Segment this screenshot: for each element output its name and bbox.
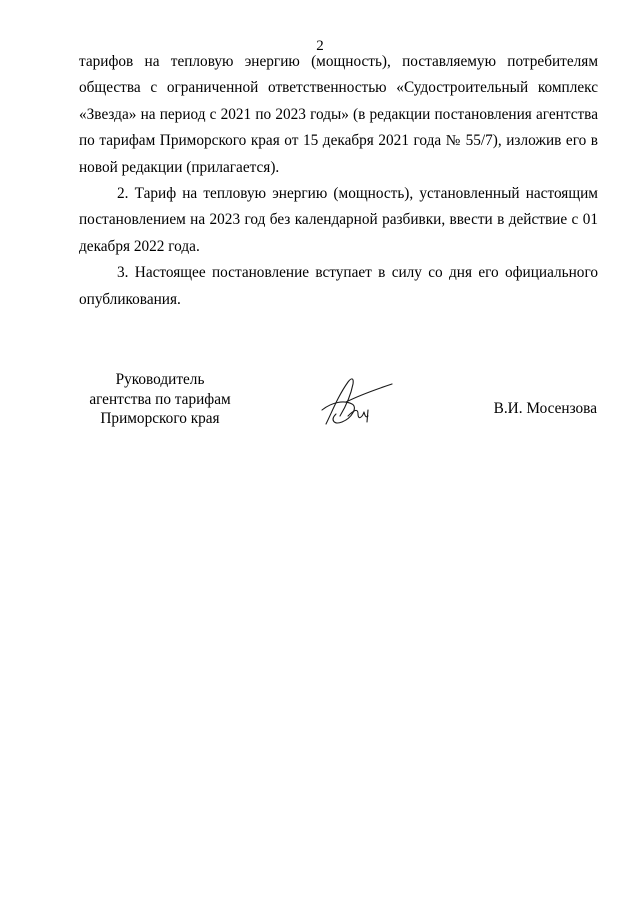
- signer-name: В.И. Мосензова: [493, 400, 597, 417]
- signer-title-line-3: Приморского края: [100, 410, 220, 427]
- signer-title: [79, 370, 241, 429]
- signer-title-line-2: агентства по тарифам: [89, 390, 231, 408]
- paragraph-item-3: 3. Настоящее постановление вступает в силу со дня его официального опубликования.: [79, 264, 598, 308]
- paragraph-item-2: 2. Тариф на тепловую энергию (мощность), установленный настоящим постановлением на 2023 год без календарной разбивки, ввести в действие с 01 декабря 2022 года.: [79, 185, 598, 255]
- paragraph-continuation: тарифов на тепловую энергию (мощность), поставляемую потребителям общества с ограниченной ответственностью «Судостроительный комплекс «Звезда» на период с 2021 по 2023 годы» (в редакции постановления агентства по тарифам Приморского края от 15 декабря 2021 года № 55/7), изложив его в новой редакции (прилагается).: [79, 53, 598, 176]
- handwritten-signature-icon: [318, 372, 398, 432]
- page-number: 2: [316, 38, 324, 54]
- signature-block: [0, 370, 640, 430]
- signer-title-line-1: Руководитель: [115, 371, 205, 388]
- document-body: [79, 49, 598, 313]
